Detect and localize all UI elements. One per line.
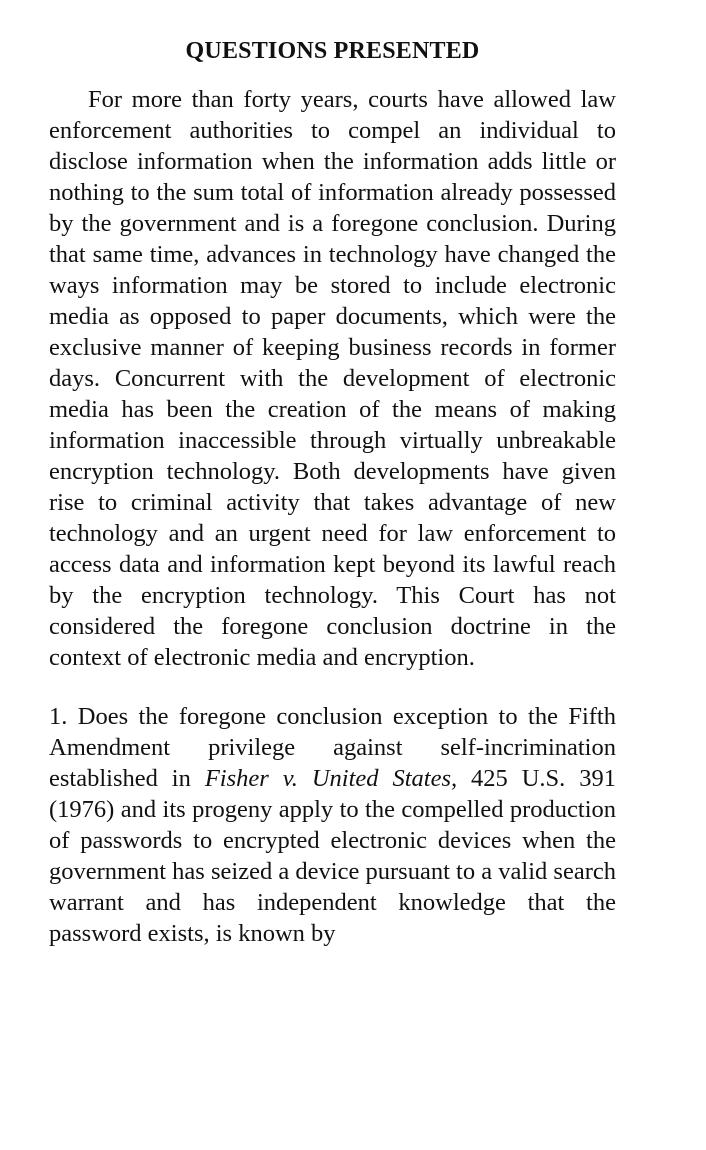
- section-heading: QUESTIONS PRESENTED: [185, 38, 480, 64]
- question-1-text-after-case: 425 U.S. 391 (1976) and its progeny apply to the compelled production of passwords to encrypted electronic devices when the government has seized a device pursuant to a valid search warrant and has independent knowledge that the password exists, is known by: [49, 765, 616, 947]
- question-1-text-before-case: 1. Does the foregone conclusion exception to the Fifth Amendment privilege against self-incrimination established in: [49, 703, 616, 792]
- document-page: [49, 36, 616, 949]
- case-citation-name: Fisher v. United States,: [204, 765, 458, 792]
- question-1-paragraph: [49, 701, 616, 949]
- intro-paragraph: For more than forty years, courts have allowed law enforcement authorities to compel an individual to disclose information when the information adds little or nothing to the sum total of information already possessed by the government and is a foregone conclusion. During that same time, advances in technology have changed the ways information may be stored to include electronic media as opposed to paper documents, which were the exclusive manner of keeping business records in former days. Concurrent with the development of electronic media has been the creation of the means of making information inaccessible through virtually unbreakable encryption technology. Both developments have given rise to criminal activity that takes advantage of new technology and an urgent need for law enforcement to access data and information kept beyond its lawful reach by the encryption technology. This Court has not considered the foregone conclusion doctrine in the context of electronic media and encryption.: [49, 86, 616, 671]
- paragraph-spacer: [49, 673, 616, 701]
